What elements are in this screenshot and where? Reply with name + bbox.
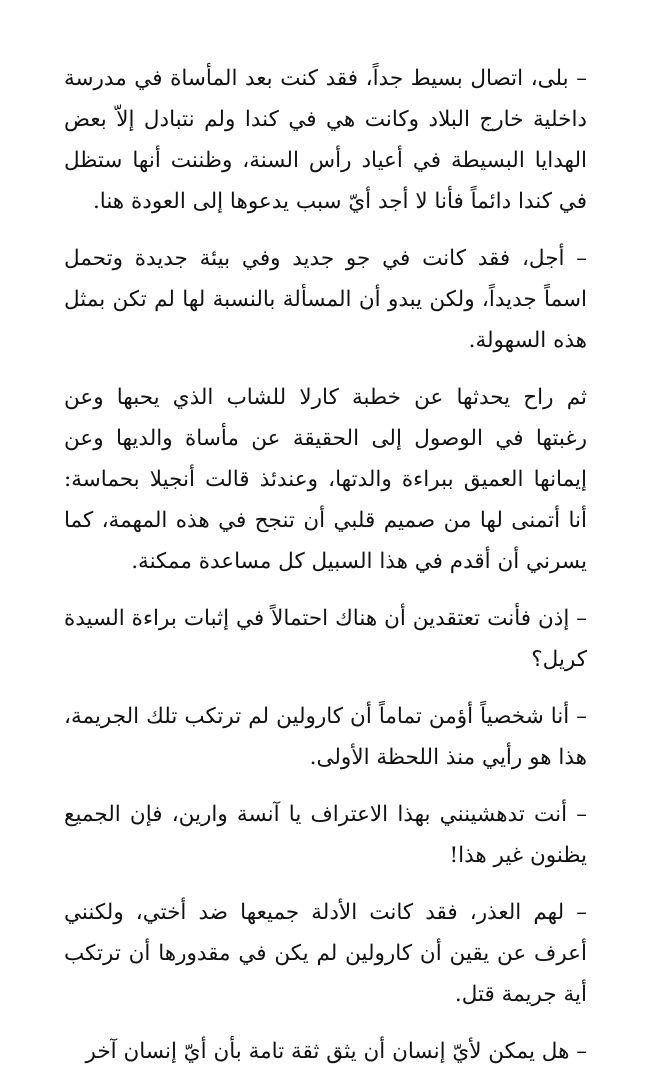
paragraph-5: – أنا شخصياً أؤمن تماماً أن كارولين لم ترتكب تلك الجريمة، هذا هو رأيي منذ اللحظة الأولى. (64, 704, 587, 770)
paragraph-8: – هل يمكن لأيّ إنسان أن يثق ثقة تامة بأن أيّ إنسان آخر (85, 1039, 587, 1064)
paragraph-7: – لهم العذر، فقد كانت الأدلة جميعها ضد أختي، ولكنني أعرف عن يقين أن كارولين لم يكن في مقدورها أن ترتكب أية جريمة قتل. (64, 900, 587, 1007)
paragraph-6: – أنت تدهشينني بهذا الاعتراف يا آنسة وارين، فإن الجميع يظنون غير هذا! (64, 802, 587, 868)
book-page-text (64, 58, 587, 1088)
paragraph-4: – إذن فأنت تعتقدين أن هناك احتمالاً في إثبات براءة السيدة كريل؟ (64, 606, 587, 672)
paragraph-3: ثم راح يحدثها عن خطبة كارلا للشاب الذي يحبها وعن رغبتها في الوصول إلى الحقيقة عن مأساة والديها وعن إيمانها العميق ببراءة والدتها، وعندئذ قالت أنجيلا بحماسة: أنا أتمنى لها من صميم قلبي أن تنجح في هذه المهمة، كما يسرني أن أقدم في هذا السبيل كل مساعدة ممكنة. (64, 385, 587, 574)
paragraph-2: – أجل، فقد كانت في جو جديد وفي بيئة جديدة وتحمل اسماً جديداً، ولكن يبدو أن المسألة بالنسبة لها لم تكن بمثل هذه السهولة. (64, 246, 587, 353)
paragraph-1: – بلى، اتصال بسيط جداً، فقد كنت بعد المأساة في مدرسة داخلية خارج البلاد وكانت هي في كندا ولم نتبادل إلاّ بعض الهدايا البسيطة في أعياد رأس السنة، وظننت أنها ستظل في كندا دائماً فأنا لا أجد أيّ سبب يدعوها إلى العودة هنا. (64, 66, 587, 214)
